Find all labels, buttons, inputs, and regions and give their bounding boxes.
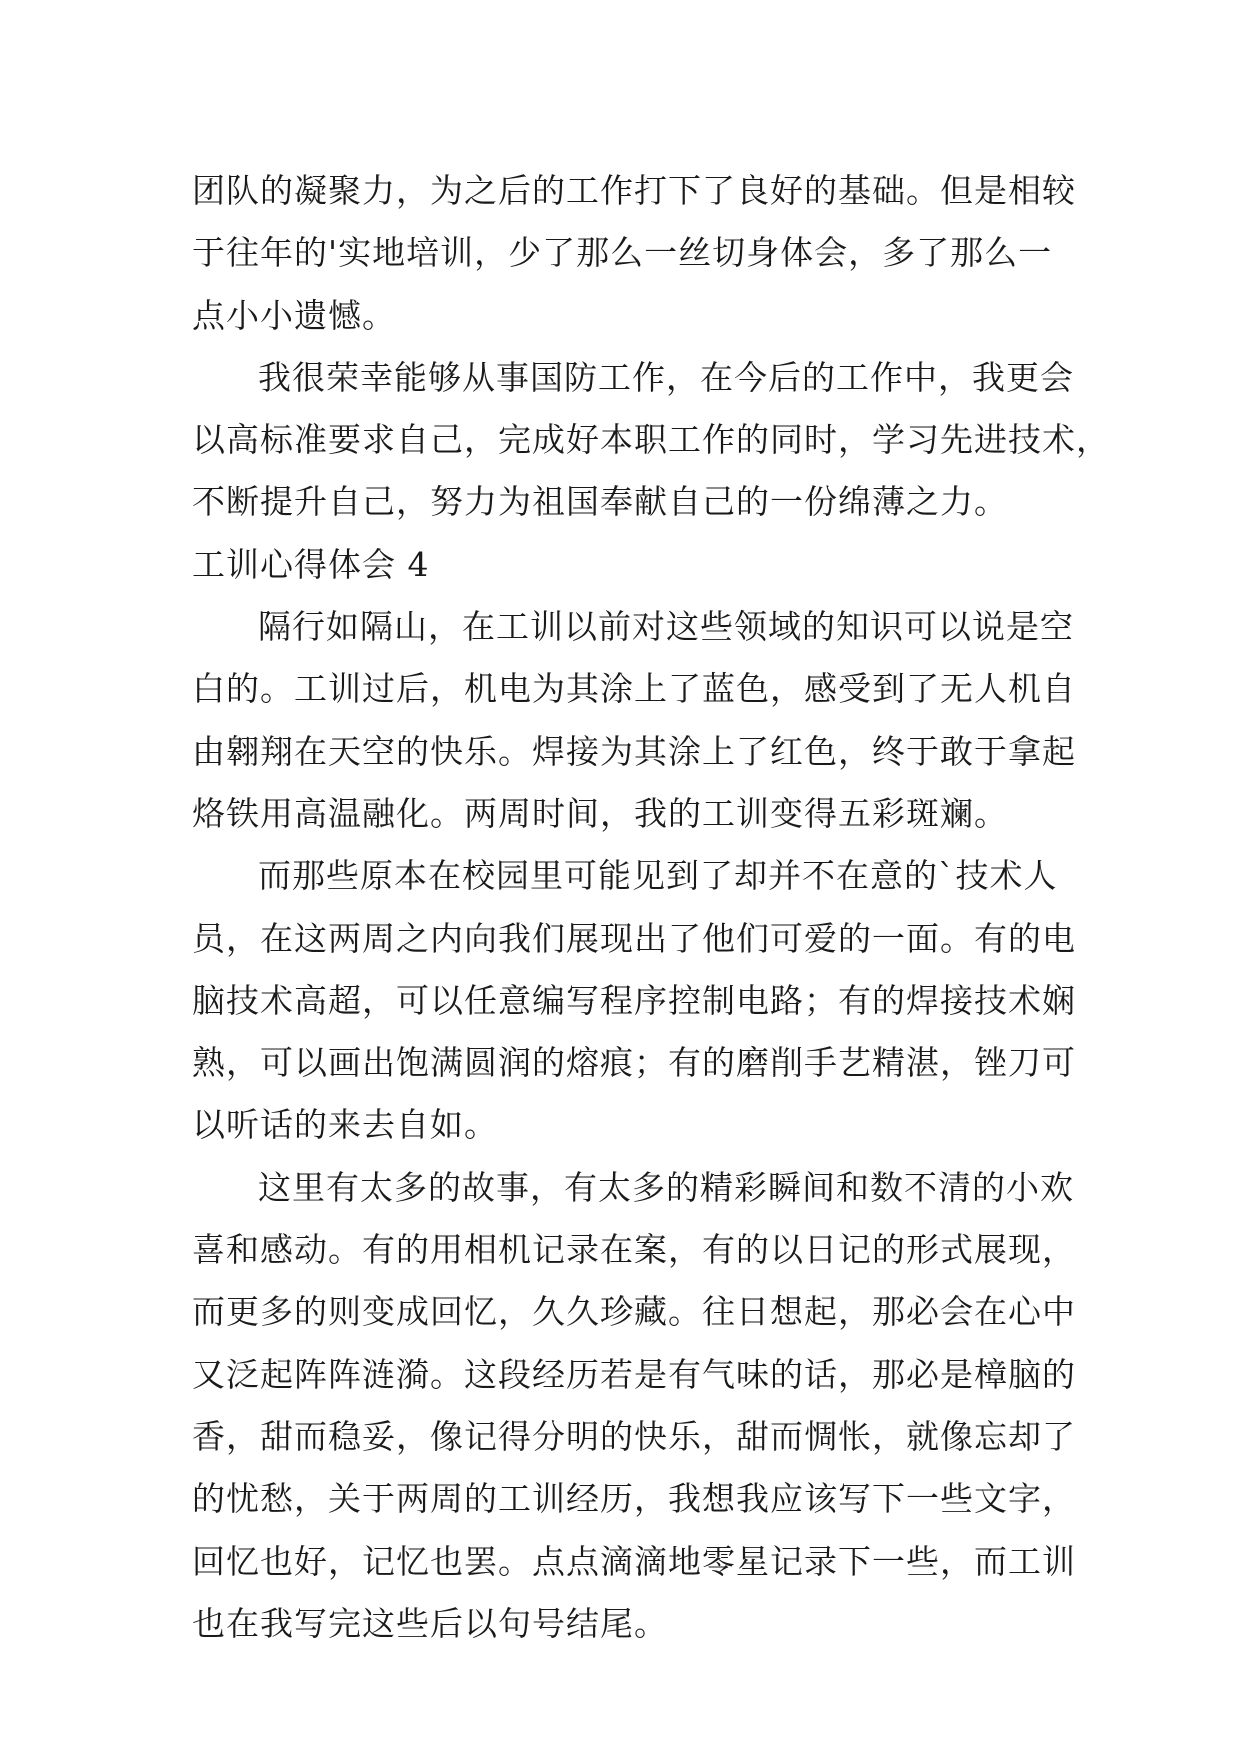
text-line: 回忆也好，记忆也罢。点点滴滴地零星记录下一些，而工训 — [192, 1541, 1076, 1581]
section-heading: 工训心得体会 4 — [192, 544, 430, 584]
text-line: 熟，可以画出饱满圆润的熔痕；有的磨削手艺精湛，锉刀可 — [192, 1043, 1076, 1083]
text-line: 烙铁用高温融化。两周时间，我的工训变得五彩斑斓。 — [192, 793, 1008, 833]
text-line: 以听话的来去自如。 — [192, 1105, 498, 1145]
document-body — [192, 160, 1110, 1655]
text-line: 而更多的则变成回忆，久久珍藏。往日想起，那必会在心中 — [192, 1292, 1076, 1332]
text-line: 由翱翔在天空的快乐。焊接为其涂上了红色，终于敢于拿起 — [192, 731, 1076, 771]
text-line: 的忧愁，关于两周的工训经历，我想我应该写下一些文字， — [192, 1479, 1076, 1519]
text-line: 于往年的'实地培训，少了那么一丝切身体会，多了那么一 — [192, 233, 1053, 273]
text-line: 以高标准要求自己，完成好本职工作的同时，学习先进技术， — [192, 420, 1110, 460]
text-line: 喜和感动。有的用相机记录在案，有的以日记的形式展现， — [192, 1230, 1076, 1270]
paragraph-first-line: 这里有太多的故事，有太多的精彩瞬间和数不清的小欢 — [258, 1167, 1074, 1207]
text-line: 脑技术高超，可以任意编写程序控制电路；有的焊接技术娴 — [192, 980, 1076, 1020]
paragraph-first-line: 而那些原本在校园里可能见到了却并不在意的`技术人 — [258, 856, 1058, 896]
text-line: 点小小遗憾。 — [192, 295, 396, 335]
text-line: 员，在这两周之内向我们展现出了他们可爱的一面。有的电 — [192, 918, 1076, 958]
text-line: 香，甜而稳妥，像记得分明的快乐，甜而惆怅，就像忘却了 — [192, 1416, 1076, 1456]
paragraph-first-line: 我很荣幸能够从事国防工作，在今后的工作中，我更会 — [258, 357, 1074, 397]
text-line: 也在我写完这些后以句号结尾。 — [192, 1603, 668, 1643]
text-line: 不断提升自己，努力为祖国奉献自己的一份绵薄之力。 — [192, 482, 1008, 522]
text-line: 又泛起阵阵涟漪。这段经历若是有气味的话，那必是樟脑的 — [192, 1354, 1076, 1394]
text-line: 白的。工训过后，机电为其涂上了蓝色，感受到了无人机自 — [192, 669, 1076, 709]
text-line: 团队的凝聚力，为之后的工作打下了良好的基础。但是相较 — [192, 171, 1076, 210]
paragraph-first-line: 隔行如隔山，在工训以前对这些领域的知识可以说是空 — [258, 607, 1074, 647]
